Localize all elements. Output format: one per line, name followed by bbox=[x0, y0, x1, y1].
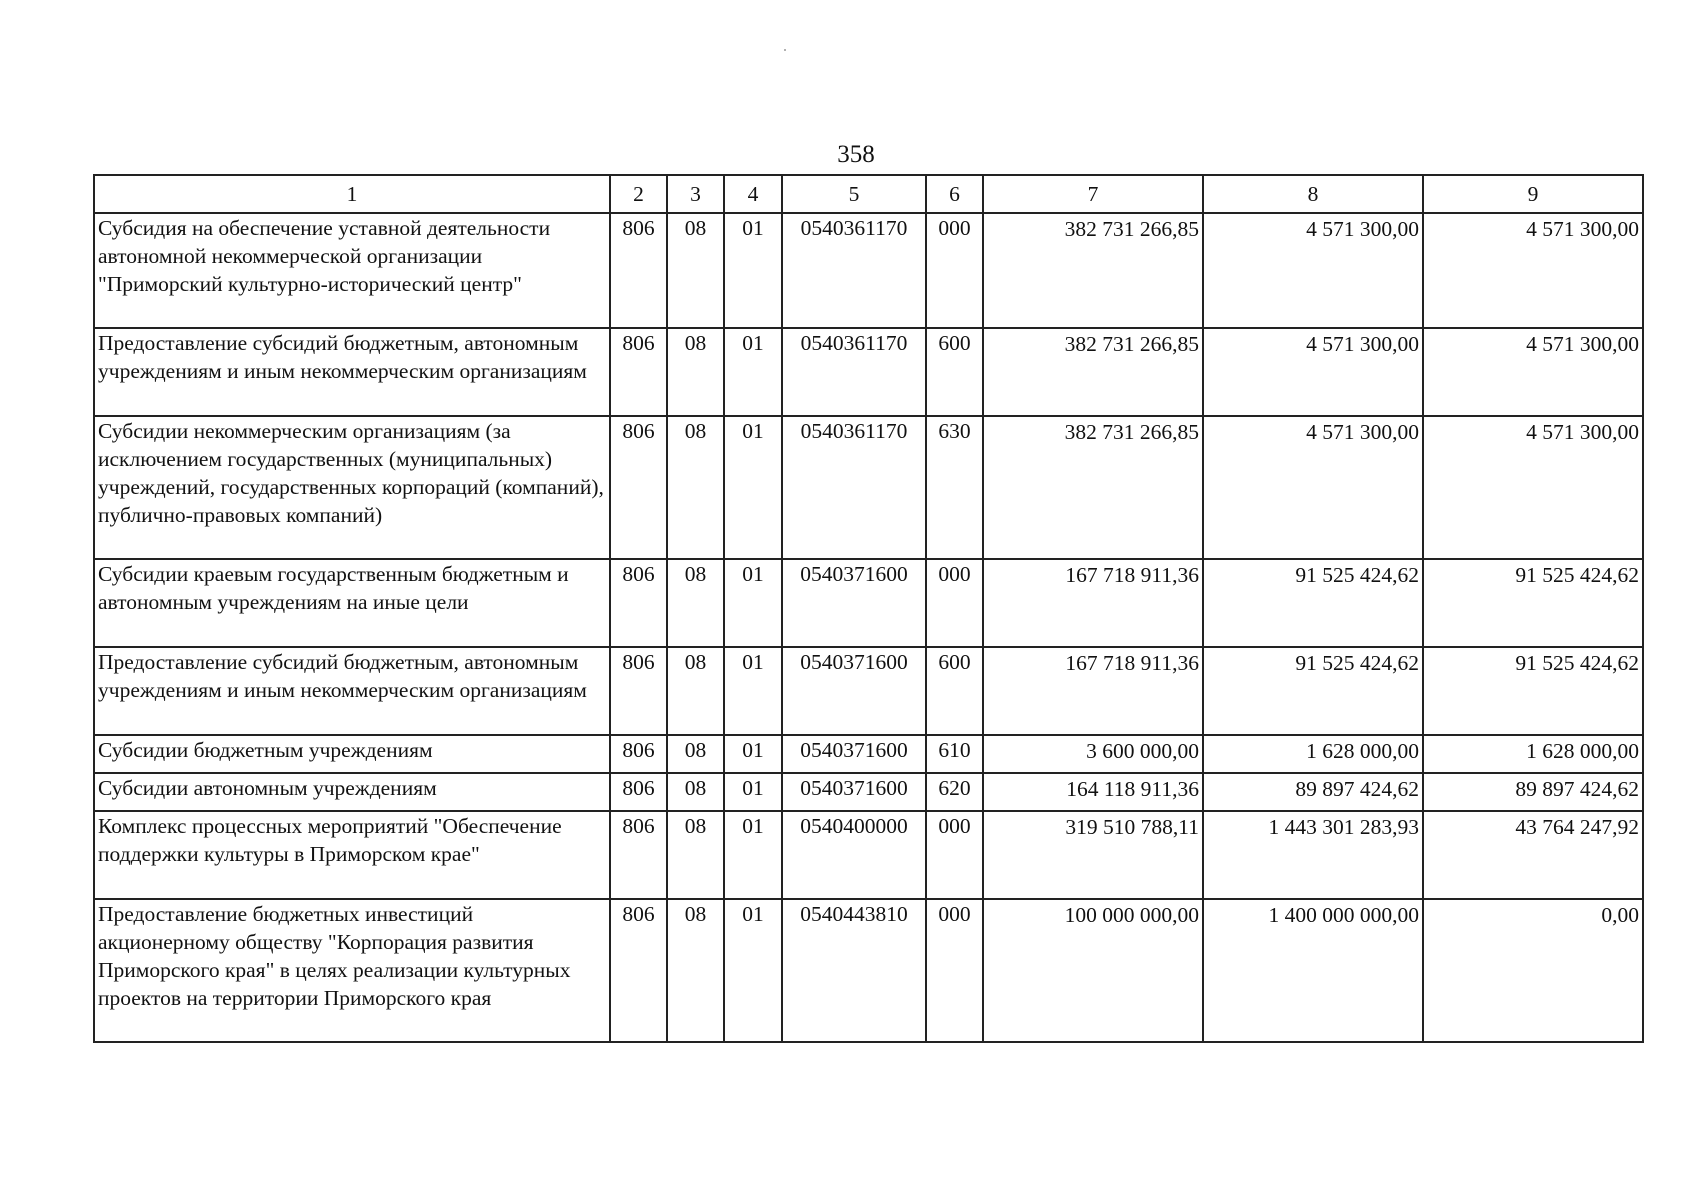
column-header: 8 bbox=[1203, 175, 1423, 213]
row-description: Предоставление субсидий бюджетным, автономным учреждениям и иным некоммерческим организациям bbox=[94, 328, 610, 416]
section-code: 08 bbox=[667, 559, 724, 647]
section-code: 08 bbox=[667, 899, 724, 1042]
section-code: 08 bbox=[667, 213, 724, 328]
amount-col-9: 91 525 424,62 bbox=[1423, 647, 1643, 735]
expense-type-code: 000 bbox=[926, 899, 983, 1042]
amount-col-8: 91 525 424,62 bbox=[1203, 559, 1423, 647]
amount-col-7: 100 000 000,00 bbox=[983, 899, 1203, 1042]
chapter-code: 806 bbox=[610, 416, 667, 559]
amount-col-8: 4 571 300,00 bbox=[1203, 328, 1423, 416]
row-description: Субсидия на обеспечение уставной деятельности автономной некоммерческой организации "Приморский культурно-исторический центр" bbox=[94, 213, 610, 328]
column-header: 5 bbox=[782, 175, 926, 213]
row-description: Субсидии краевым государственным бюджетным и автономным учреждениям на иные цели bbox=[94, 559, 610, 647]
section-code: 08 bbox=[667, 416, 724, 559]
table-row bbox=[94, 899, 1643, 1042]
amount-col-8: 89 897 424,62 bbox=[1203, 773, 1423, 811]
section-code: 08 bbox=[667, 735, 724, 773]
section-code: 08 bbox=[667, 328, 724, 416]
table-row bbox=[94, 559, 1643, 647]
expense-type-code: 610 bbox=[926, 735, 983, 773]
scan-speck bbox=[784, 49, 786, 51]
row-description: Предоставление бюджетных инвестиций акционерному обществу "Корпорация развития Приморского края" в целях реализации культурных проектов на территории Приморского края bbox=[94, 899, 610, 1042]
expense-type-code: 000 bbox=[926, 213, 983, 328]
table-row bbox=[94, 328, 1643, 416]
chapter-code: 806 bbox=[610, 328, 667, 416]
subsection-code: 01 bbox=[724, 647, 782, 735]
amount-col-8: 4 571 300,00 bbox=[1203, 416, 1423, 559]
amount-col-7: 167 718 911,36 bbox=[983, 559, 1203, 647]
target-article-code: 0540371600 bbox=[782, 735, 926, 773]
chapter-code: 806 bbox=[610, 735, 667, 773]
amount-col-7: 164 118 911,36 bbox=[983, 773, 1203, 811]
amount-col-9: 91 525 424,62 bbox=[1423, 559, 1643, 647]
table-row bbox=[94, 773, 1643, 811]
amount-col-9: 0,00 bbox=[1423, 899, 1643, 1042]
chapter-code: 806 bbox=[610, 213, 667, 328]
table-row bbox=[94, 811, 1643, 899]
table-row bbox=[94, 416, 1643, 559]
budget-table bbox=[93, 174, 1644, 1043]
chapter-code: 806 bbox=[610, 899, 667, 1042]
row-description: Субсидии некоммерческим организациям (за исключением государственных (муниципальных) учреждений, государственных корпораций (компаний), публично-правовых компаний) bbox=[94, 416, 610, 559]
amount-col-7: 167 718 911,36 bbox=[983, 647, 1203, 735]
amount-col-7: 3 600 000,00 bbox=[983, 735, 1203, 773]
subsection-code: 01 bbox=[724, 811, 782, 899]
target-article-code: 0540371600 bbox=[782, 647, 926, 735]
expense-type-code: 600 bbox=[926, 647, 983, 735]
amount-col-9: 43 764 247,92 bbox=[1423, 811, 1643, 899]
amount-col-7: 382 731 266,85 bbox=[983, 416, 1203, 559]
table-row bbox=[94, 213, 1643, 328]
target-article-code: 0540361170 bbox=[782, 213, 926, 328]
chapter-code: 806 bbox=[610, 811, 667, 899]
column-header: 9 bbox=[1423, 175, 1643, 213]
section-code: 08 bbox=[667, 773, 724, 811]
target-article-code: 0540371600 bbox=[782, 559, 926, 647]
chapter-code: 806 bbox=[610, 559, 667, 647]
amount-col-9: 4 571 300,00 bbox=[1423, 328, 1643, 416]
column-header: 3 bbox=[667, 175, 724, 213]
target-article-code: 0540443810 bbox=[782, 899, 926, 1042]
chapter-code: 806 bbox=[610, 647, 667, 735]
subsection-code: 01 bbox=[724, 773, 782, 811]
chapter-code: 806 bbox=[610, 773, 667, 811]
expense-type-code: 000 bbox=[926, 559, 983, 647]
target-article-code: 0540361170 bbox=[782, 328, 926, 416]
subsection-code: 01 bbox=[724, 735, 782, 773]
expense-type-code: 630 bbox=[926, 416, 983, 559]
column-header: 7 bbox=[983, 175, 1203, 213]
subsection-code: 01 bbox=[724, 213, 782, 328]
expense-type-code: 000 bbox=[926, 811, 983, 899]
target-article-code: 0540361170 bbox=[782, 416, 926, 559]
section-code: 08 bbox=[667, 811, 724, 899]
subsection-code: 01 bbox=[724, 899, 782, 1042]
amount-col-9: 4 571 300,00 bbox=[1423, 213, 1643, 328]
amount-col-8: 4 571 300,00 bbox=[1203, 213, 1423, 328]
subsection-code: 01 bbox=[724, 416, 782, 559]
column-header: 2 bbox=[610, 175, 667, 213]
column-header: 4 bbox=[724, 175, 782, 213]
column-header: 1 bbox=[94, 175, 610, 213]
amount-col-9: 1 628 000,00 bbox=[1423, 735, 1643, 773]
target-article-code: 0540371600 bbox=[782, 773, 926, 811]
amount-col-8: 1 400 000 000,00 bbox=[1203, 899, 1423, 1042]
amount-col-8: 1 628 000,00 bbox=[1203, 735, 1423, 773]
row-description: Предоставление субсидий бюджетным, автономным учреждениям и иным некоммерческим организациям bbox=[94, 647, 610, 735]
amount-col-7: 382 731 266,85 bbox=[983, 328, 1203, 416]
table-row bbox=[94, 735, 1643, 773]
expense-type-code: 600 bbox=[926, 328, 983, 416]
table-header-row bbox=[94, 175, 1643, 213]
amount-col-9: 4 571 300,00 bbox=[1423, 416, 1643, 559]
amount-col-7: 319 510 788,11 bbox=[983, 811, 1203, 899]
target-article-code: 0540400000 bbox=[782, 811, 926, 899]
page-number: 358 bbox=[837, 141, 875, 168]
amount-col-8: 1 443 301 283,93 bbox=[1203, 811, 1423, 899]
row-description: Субсидии бюджетным учреждениям bbox=[94, 735, 610, 773]
row-description: Комплекс процессных мероприятий "Обеспечение поддержки культуры в Приморском крае" bbox=[94, 811, 610, 899]
amount-col-9: 89 897 424,62 bbox=[1423, 773, 1643, 811]
expense-type-code: 620 bbox=[926, 773, 983, 811]
table-row bbox=[94, 647, 1643, 735]
subsection-code: 01 bbox=[724, 328, 782, 416]
amount-col-7: 382 731 266,85 bbox=[983, 213, 1203, 328]
subsection-code: 01 bbox=[724, 559, 782, 647]
amount-col-8: 91 525 424,62 bbox=[1203, 647, 1423, 735]
column-header: 6 bbox=[926, 175, 983, 213]
row-description: Субсидии автономным учреждениям bbox=[94, 773, 610, 811]
section-code: 08 bbox=[667, 647, 724, 735]
